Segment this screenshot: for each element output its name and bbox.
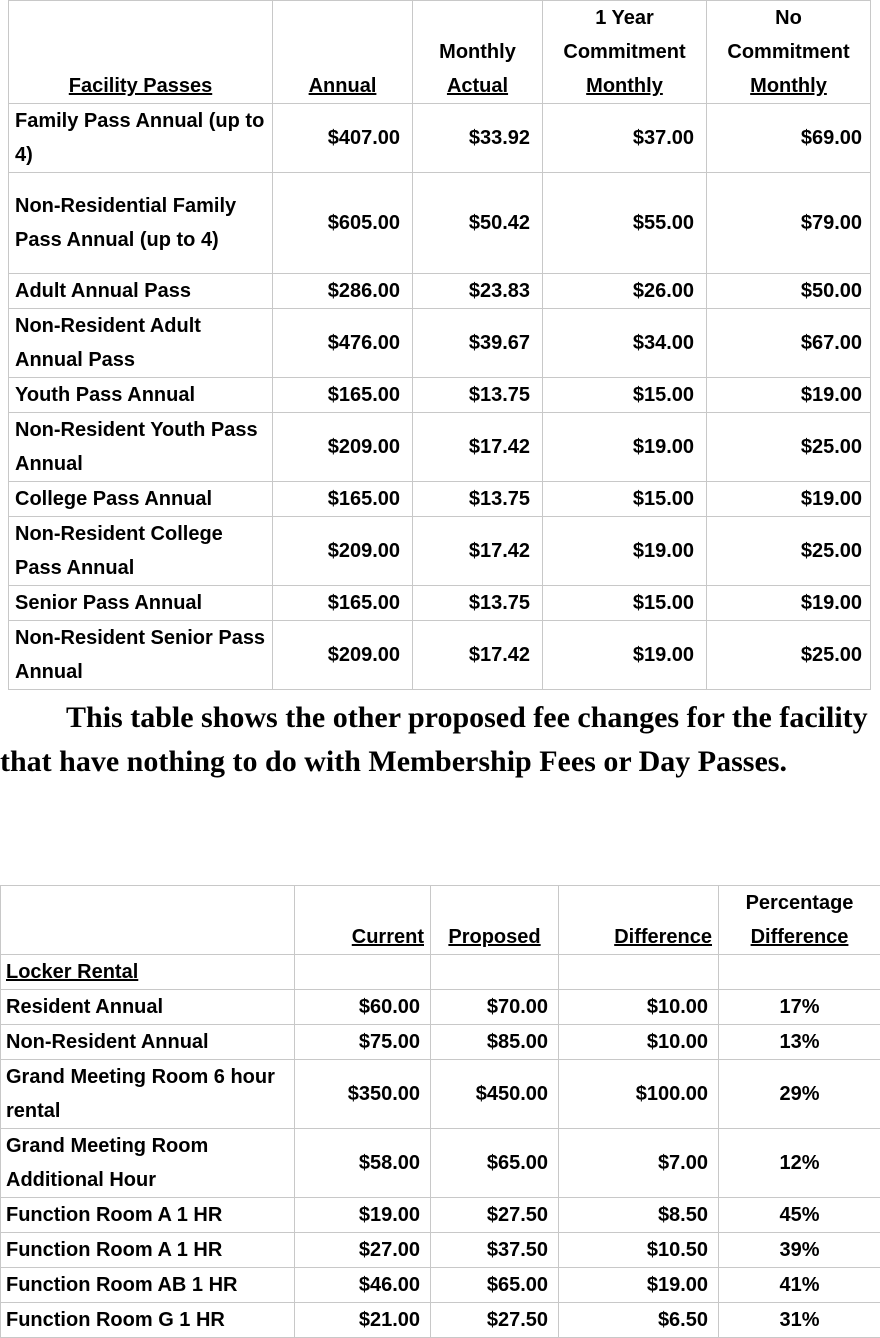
fee-name-cell: Function Room AB 1 HR (1, 1268, 295, 1303)
difference-cell: $100.00 (559, 1060, 719, 1129)
fee-name-cell: Function Room A 1 HR (1, 1198, 295, 1233)
annual-price-cell: $165.00 (273, 482, 413, 517)
header-facility-passes: Facility Passes (9, 1, 273, 104)
one-year-commitment-cell: $55.00 (543, 173, 707, 274)
one-year-commitment-cell: $37.00 (543, 104, 707, 173)
current-fee-cell: $350.00 (295, 1060, 431, 1129)
no-commitment-cell: $79.00 (707, 173, 871, 274)
percentage-difference-cell: 45% (719, 1198, 880, 1233)
proposed-fee-cell: $27.50 (431, 1303, 559, 1338)
proposed-fee-cell: $27.50 (431, 1198, 559, 1233)
fee-row (1, 1060, 880, 1129)
percentage-difference-cell: 41% (719, 1268, 880, 1303)
header-proposed: Proposed (431, 886, 559, 955)
proposed-fee-cell: $65.00 (431, 1268, 559, 1303)
annual-price-cell: $209.00 (273, 413, 413, 482)
one-year-commitment-cell: $34.00 (543, 309, 707, 378)
pass-name-cell: Adult Annual Pass (9, 274, 273, 309)
pass-row (9, 517, 871, 586)
header-monthly-actual: Monthly Actual (413, 1, 543, 104)
difference-cell: $19.00 (559, 1268, 719, 1303)
proposed-fee-cell: $37.50 (431, 1233, 559, 1268)
no-commitment-cell: $25.00 (707, 621, 871, 690)
no-commitment-cell: $67.00 (707, 309, 871, 378)
fee-row (1, 1129, 880, 1198)
one-year-commitment-cell: $26.00 (543, 274, 707, 309)
no-commitment-cell: $19.00 (707, 586, 871, 621)
current-fee-cell: $19.00 (295, 1198, 431, 1233)
current-fee-cell: $21.00 (295, 1303, 431, 1338)
fee-name-cell: Function Room G 1 HR (1, 1303, 295, 1338)
current-fee-cell: $46.00 (295, 1268, 431, 1303)
fee-name-cell: Function Room A 1 HR (1, 1233, 295, 1268)
no-commitment-cell: $50.00 (707, 274, 871, 309)
pass-row (9, 621, 871, 690)
monthly-actual-cell: $23.83 (413, 274, 543, 309)
one-year-commitment-cell: $19.00 (543, 517, 707, 586)
annual-price-cell: $165.00 (273, 378, 413, 413)
difference-cell: $10.50 (559, 1233, 719, 1268)
one-year-commitment-cell: $19.00 (543, 413, 707, 482)
percentage-difference-cell: 17% (719, 990, 880, 1025)
annual-price-cell: $605.00 (273, 173, 413, 274)
pass-row (9, 173, 871, 274)
no-commitment-cell: $69.00 (707, 104, 871, 173)
annual-price-cell: $286.00 (273, 274, 413, 309)
fee-name-cell: Grand Meeting Room 6 hour rental (1, 1060, 295, 1129)
monthly-actual-cell: $13.75 (413, 378, 543, 413)
current-fee-cell: $60.00 (295, 990, 431, 1025)
one-year-commitment-cell: $15.00 (543, 586, 707, 621)
header-no-commitment-monthly: No Commitment Monthly (707, 1, 871, 104)
annual-price-cell: $209.00 (273, 517, 413, 586)
pass-row (9, 309, 871, 378)
pass-name-cell: Non-Resident Youth Pass Annual (9, 413, 273, 482)
monthly-actual-cell: $17.42 (413, 413, 543, 482)
monthly-actual-cell: $39.67 (413, 309, 543, 378)
proposed-fee-cell: $65.00 (431, 1129, 559, 1198)
one-year-commitment-cell: $15.00 (543, 378, 707, 413)
current-fee-cell: $75.00 (295, 1025, 431, 1060)
pass-row (9, 482, 871, 517)
monthly-actual-cell: $13.75 (413, 586, 543, 621)
percentage-difference-cell: 39% (719, 1233, 880, 1268)
annual-price-cell: $209.00 (273, 621, 413, 690)
fee-row (1, 1303, 880, 1338)
proposed-fees-table (0, 885, 880, 1338)
header-percentage-difference: Percentage Difference (719, 886, 880, 955)
pass-name-cell: Non-Resident Senior Pass Annual (9, 621, 273, 690)
pass-name-cell: Non-Residential Family Pass Annual (up to 4) (9, 173, 273, 274)
monthly-actual-cell: $33.92 (413, 104, 543, 173)
one-year-commitment-cell: $15.00 (543, 482, 707, 517)
monthly-actual-cell: $13.75 (413, 482, 543, 517)
no-commitment-cell: $19.00 (707, 482, 871, 517)
pass-row (9, 413, 871, 482)
empty-cell (431, 955, 559, 990)
fee-row (1, 1233, 880, 1268)
fee-row (1, 1198, 880, 1233)
proposed-fee-cell: $450.00 (431, 1060, 559, 1129)
header-1-year-commitment-monthly: 1 Year Commitment Monthly (543, 1, 707, 104)
pass-row (9, 378, 871, 413)
pass-name-cell: Senior Pass Annual (9, 586, 273, 621)
current-fee-cell: $58.00 (295, 1129, 431, 1198)
no-commitment-cell: $25.00 (707, 517, 871, 586)
monthly-actual-cell: $50.42 (413, 173, 543, 274)
fee-name-cell: Resident Annual (1, 990, 295, 1025)
annual-price-cell: $476.00 (273, 309, 413, 378)
pass-name-cell: Youth Pass Annual (9, 378, 273, 413)
difference-cell: $7.00 (559, 1129, 719, 1198)
one-year-commitment-cell: $19.00 (543, 621, 707, 690)
difference-cell: $10.00 (559, 1025, 719, 1060)
proposed-fee-cell: $85.00 (431, 1025, 559, 1060)
fee-row (1, 1268, 880, 1303)
empty-cell (295, 955, 431, 990)
empty-cell (719, 955, 880, 990)
pass-row (9, 104, 871, 173)
header-difference: Difference (559, 886, 719, 955)
facility-passes-table (8, 0, 871, 690)
no-commitment-cell: $19.00 (707, 378, 871, 413)
percentage-difference-cell: 31% (719, 1303, 880, 1338)
fee-row (1, 1025, 880, 1060)
fee-name-cell: Non-Resident Annual (1, 1025, 295, 1060)
pass-name-cell: Non-Resident Adult Annual Pass (9, 309, 273, 378)
monthly-actual-cell: $17.42 (413, 621, 543, 690)
percentage-difference-cell: 12% (719, 1129, 880, 1198)
header-blank (1, 886, 295, 955)
percentage-difference-cell: 29% (719, 1060, 880, 1129)
header-current: Current (295, 886, 431, 955)
annual-price-cell: $165.00 (273, 586, 413, 621)
header-annual: Annual (273, 1, 413, 104)
difference-cell: $10.00 (559, 990, 719, 1025)
section-label: Locker Rental (1, 955, 295, 990)
current-fee-cell: $27.00 (295, 1233, 431, 1268)
fee-row (1, 990, 880, 1025)
annual-price-cell: $407.00 (273, 104, 413, 173)
fee-name-cell: Grand Meeting Room Additional Hour (1, 1129, 295, 1198)
difference-cell: $6.50 (559, 1303, 719, 1338)
fees-header-row (1, 886, 880, 955)
proposed-fee-cell: $70.00 (431, 990, 559, 1025)
intro-paragraph: This table shows the other proposed fee changes for the facility that have nothing to do with Membership Fees or Day Passes. (0, 696, 880, 784)
passes-header-row (9, 1, 871, 104)
pass-row (9, 586, 871, 621)
section-row-locker-rental (1, 955, 880, 990)
no-commitment-cell: $25.00 (707, 413, 871, 482)
empty-cell (559, 955, 719, 990)
pass-row (9, 274, 871, 309)
pass-name-cell: College Pass Annual (9, 482, 273, 517)
monthly-actual-cell: $17.42 (413, 517, 543, 586)
pass-name-cell: Non-Resident College Pass Annual (9, 517, 273, 586)
percentage-difference-cell: 13% (719, 1025, 880, 1060)
difference-cell: $8.50 (559, 1198, 719, 1233)
pass-name-cell: Family Pass Annual (up to 4) (9, 104, 273, 173)
